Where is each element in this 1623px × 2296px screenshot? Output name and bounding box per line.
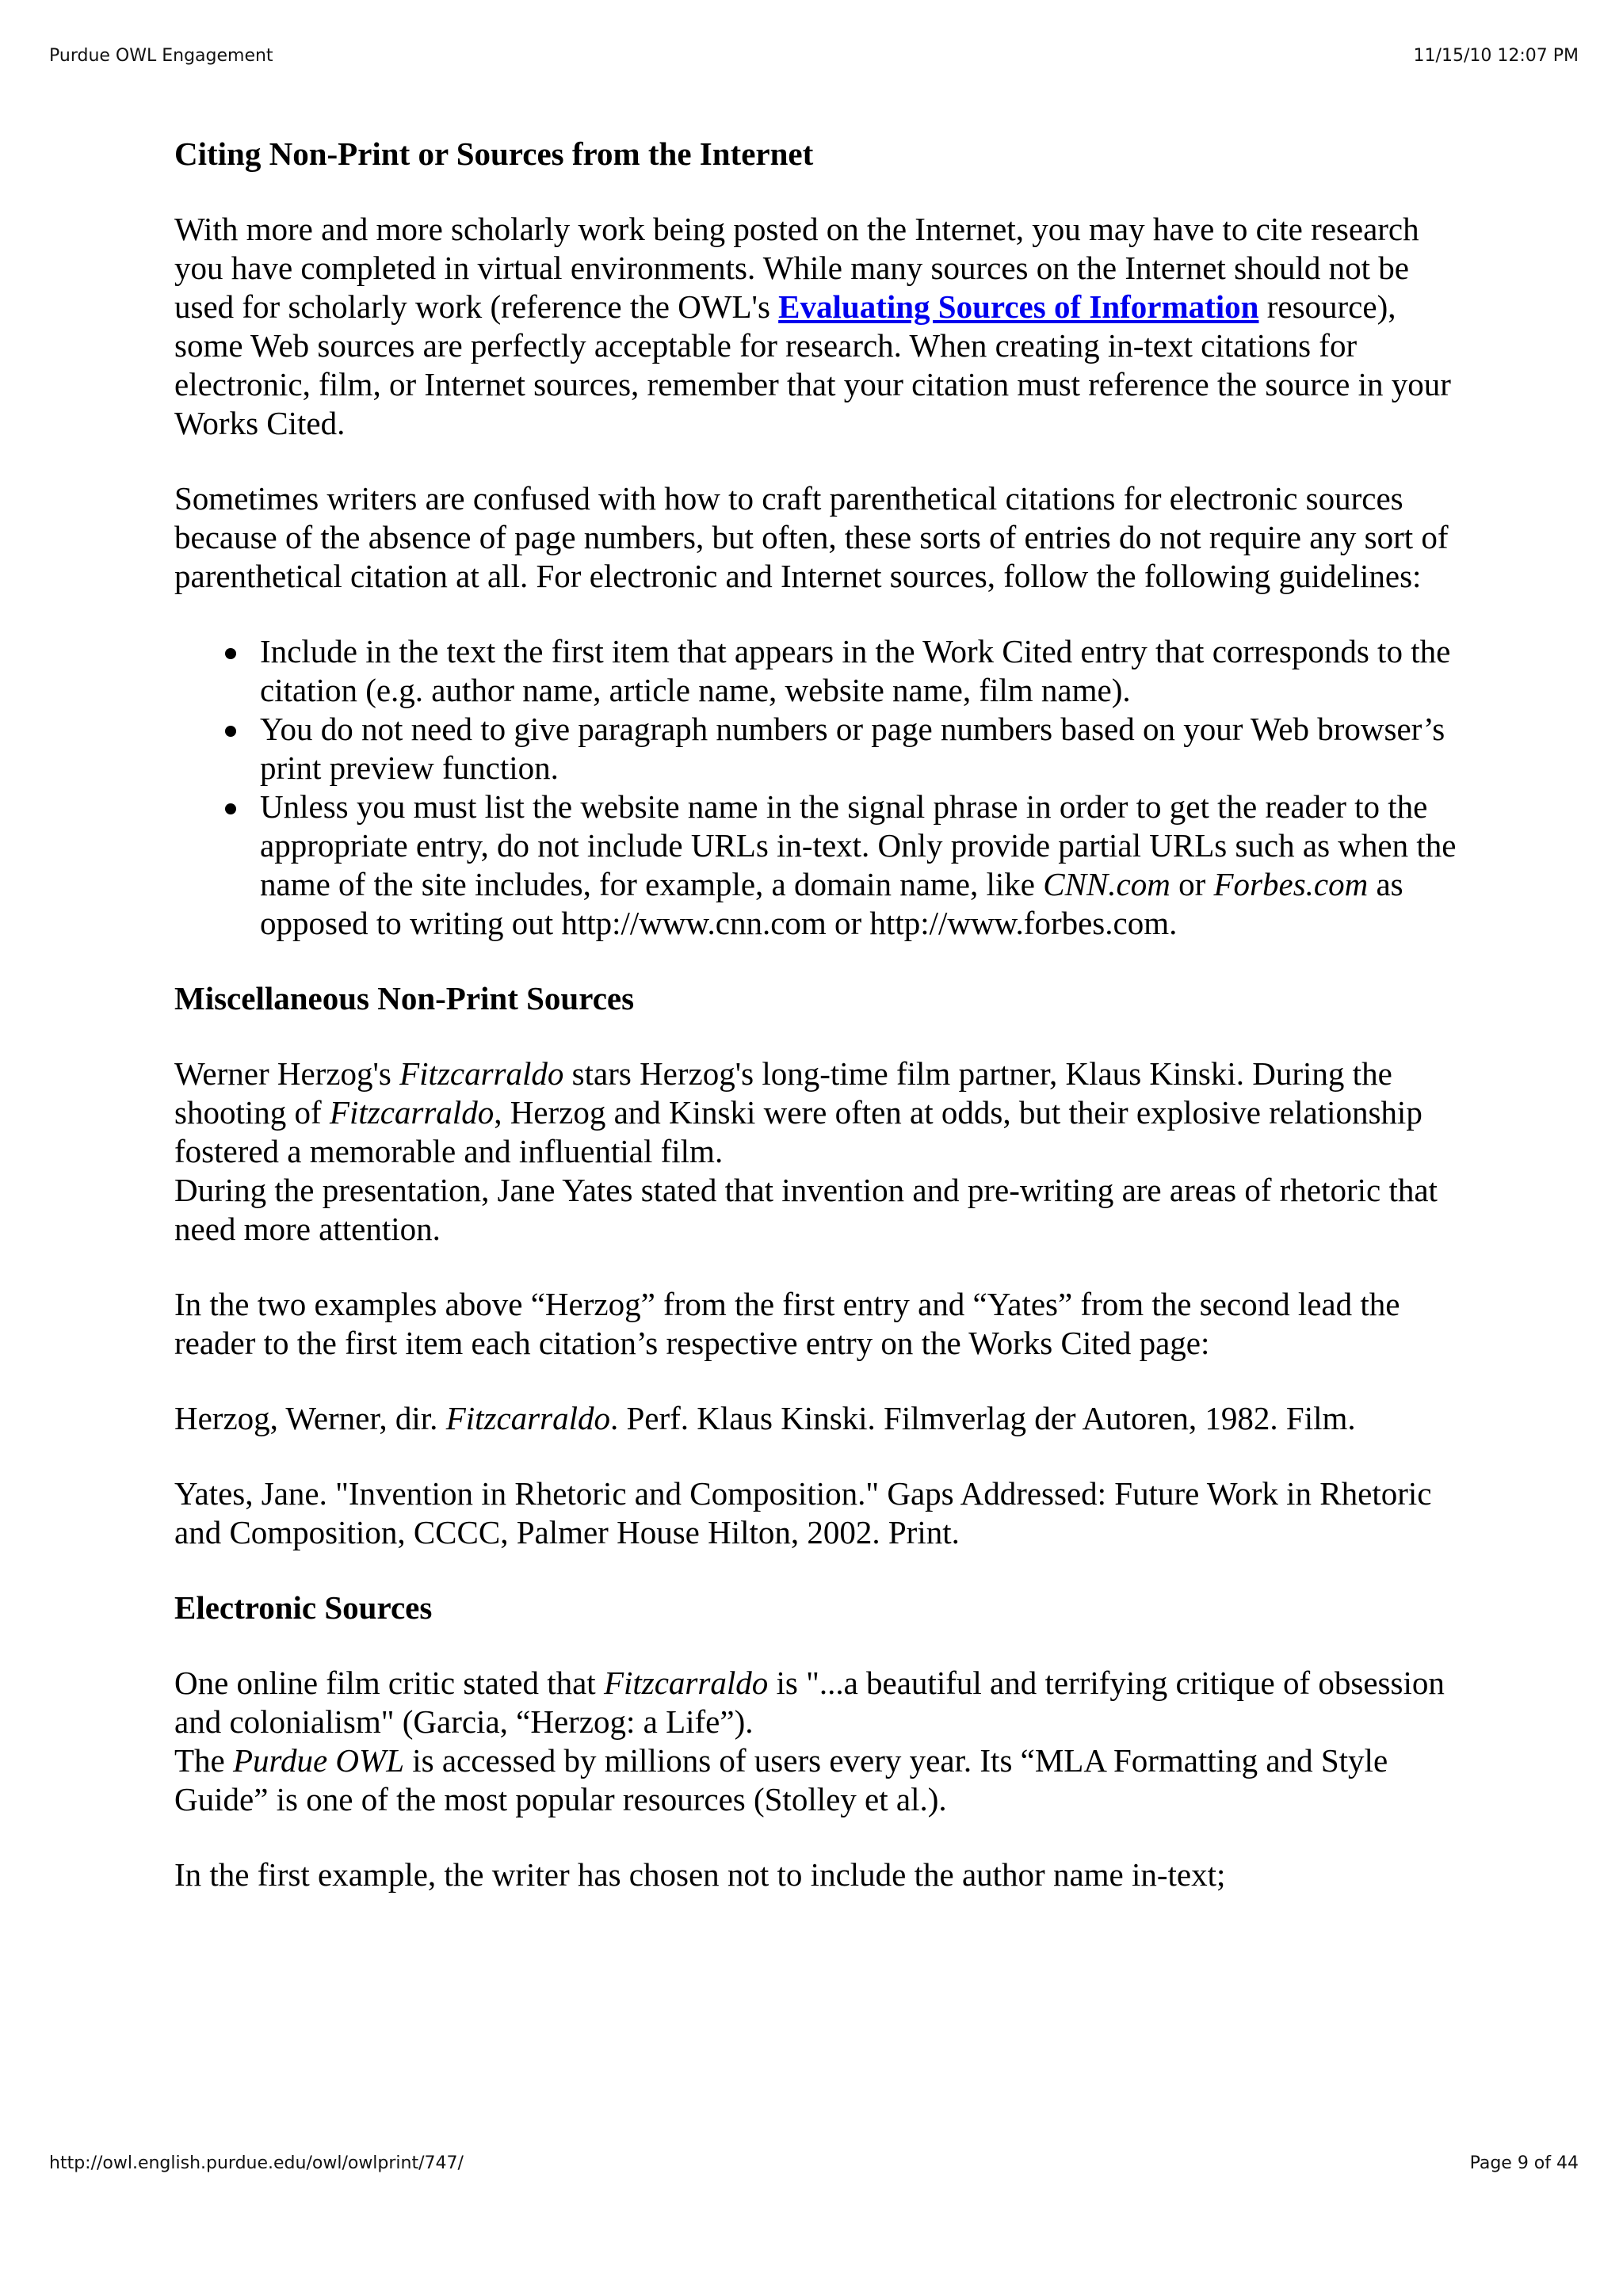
section-heading-electronic-sources: Electronic Sources [174, 1589, 433, 1626]
list-item [260, 788, 1458, 943]
italic-text: CNN.com [1043, 866, 1170, 902]
paragraph-text: The [174, 1742, 233, 1779]
paragraph-text: Werner Herzog's [174, 1055, 400, 1092]
italic-text: Fitzcarraldo [399, 1055, 564, 1092]
italic-text: Purdue OWL [233, 1742, 404, 1779]
list-item: Include in the text the first item that appears in the Work Cited entry that corresponds to the citation (e.g. author name, article name, website name, film name). [260, 632, 1458, 710]
works-cited-entry-yates: Yates, Jane. "Invention in Rhetoric and Composition." Gaps Addressed: Future Work in Rhetoric and Composition, CCCC, Palmer House Hilton, 2002. Print. [174, 1475, 1432, 1550]
paragraph-text: One online film critic stated that [174, 1665, 604, 1701]
italic-text: Forbes.com [1213, 866, 1369, 902]
page-header-title: Purdue OWL Engagement [49, 46, 273, 66]
italic-text: Fitzcarraldo [603, 1665, 769, 1701]
section-heading-internet-sources: Citing Non-Print or Sources from the Internet [174, 135, 814, 172]
paragraph-explanation: In the two examples above “Herzog” from the first entry and “Yates” from the second lead the reader to the first item each citation’s respective entry on the Works Cited page: [174, 1286, 1400, 1361]
paragraph-text: stars Herzog's long-time film partner, Klaus Kinski. During the shooting of [174, 1055, 1392, 1131]
paragraph-text: resource), some Web sources are perfectly acceptable for research. When creating in-text citations for electronic, film, or Internet sources, remember that your citation must reference the source in your Works Cited. [174, 288, 1451, 441]
example-yates: During the presentation, Jane Yates stated that invention and pre-writing are areas of rhetoric that need more attention. [174, 1172, 1438, 1247]
paragraph-text: is "...a beautiful and terrifying critique of obsession and colonialism" (Garcia, “Herzog: a Life”). [174, 1665, 1445, 1740]
document-body [174, 135, 1458, 1931]
paragraph-text: , Herzog and Kinski were often at odds, but their explosive relationship fostered a memorable and influential film. [174, 1094, 1423, 1169]
paragraph-intro [174, 210, 1458, 443]
example-purdue-owl [174, 1741, 1458, 1819]
page-footer-page-number: Page 9 of 44 [1469, 2153, 1579, 2173]
list-item-text: as opposed to writing out http://www.cnn.com or http://www.forbes.com. [260, 866, 1403, 941]
paragraph-text: Herzog, Werner, dir. [174, 1400, 446, 1436]
works-cited-entry-herzog [174, 1399, 1458, 1438]
paragraph-text: With more and more scholarly work being posted on the Internet, you may have to cite research you have completed in virtual environments. While many sources on the Internet should not be used for scholarly work (reference the OWL's [174, 211, 1419, 325]
guidelines-list [174, 632, 1458, 943]
paragraph-text: . Perf. Klaus Kinski. Filmverlag der Autoren, 1982. Film. [609, 1400, 1356, 1436]
page-footer-url: http://owl.english.purdue.edu/owl/owlprint/747/ [49, 2153, 464, 2173]
italic-text: Fitzcarraldo [329, 1094, 495, 1131]
italic-text: Fitzcarraldo [445, 1400, 610, 1436]
example-herzog [174, 1055, 1458, 1171]
paragraph-first-example-note: In the first example, the writer has chosen not to include the author name in-text; [174, 1856, 1226, 1893]
evaluating-sources-link[interactable]: Evaluating Sources of Information [778, 288, 1259, 325]
list-item: You do not need to give paragraph numbers or page numbers based on your Web browser’s print preview function. [260, 710, 1458, 788]
page-header-timestamp: 11/15/10 12:07 PM [1413, 46, 1579, 66]
paragraph-guidelines-intro: Sometimes writers are confused with how to craft parenthetical citations for electronic sources because of the absence of page numbers, but often, these sorts of entries do not require any sort of parenthetical citation at all. For electronic and Internet sources, follow the following guidelines: [174, 480, 1449, 594]
section-heading-misc-sources: Miscellaneous Non-Print Sources [174, 980, 635, 1016]
example-film-critic [174, 1664, 1458, 1741]
list-item-text: Unless you must list the website name in the signal phrase in order to get the reader to the appropriate entry, do not include URLs in-text. Only provide partial URLs such as when the name of the site includes, for example, a domain name, like [260, 788, 1457, 902]
list-item-text: or [1170, 866, 1214, 902]
paragraph-text: is accessed by millions of users every year. Its “MLA Formatting and Style Guide” is one of the most popular resources (Stolley et al.). [174, 1742, 1388, 1817]
